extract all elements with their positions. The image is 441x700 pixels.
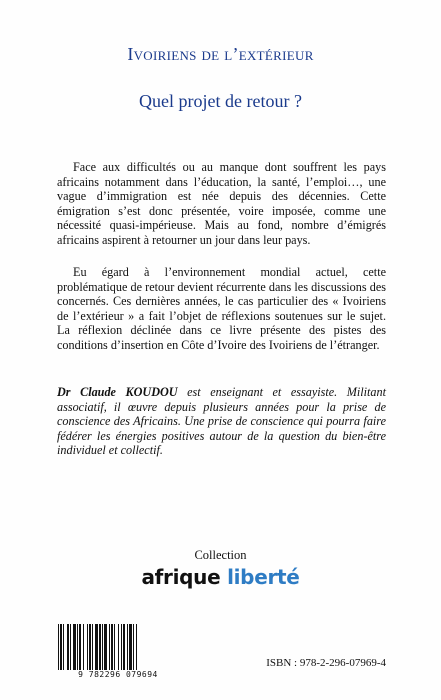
blurb-paragraph-2: Eu égard à l’environnement mondial actuel, cette problématique de retour devient récurrente dans les discussions des concernés. Ces dernières années, le cas particulier des « Ivoiriens de l’extérieur » a fait l’objet de réflexions soutenues sur le sujet. La réflexion déclinée dans ce livre présente des pistes des conditions d’insertion en Côte d’Ivoire des Ivoiriens de l’étranger. <box>57 265 386 352</box>
blurb-paragraph-1: Face aux difficultés ou au manque dont souffrent les pays africains notamment dans l’éducation, la santé, l’emploi…, une vague d’immigration est née depuis des décennies. Cette émigration s’est donc présentée, voire imposée, comme une nécessité quasi-impérieuse. Mais au fond, nombre d’émigrés africains aspirent à retourner un jour dans leur pays. <box>57 160 386 247</box>
collection-label: Collection <box>194 548 247 562</box>
collection-logo <box>0 565 441 589</box>
author-name: Dr Claude KOUDOU <box>57 385 178 399</box>
author-bio-text: est enseignant et essayiste. Militant associatif, il œuvre depuis plusieurs années pour la prise de conscience des Africains. Une prise de conscience qui pourra faire fédérer les énergies positives autour de la question du bien-être individuel et collectif. <box>57 385 387 458</box>
collection-logo-part2: liberté <box>227 565 300 589</box>
book-title-text: Ivoiriens de l’extérieur <box>127 44 314 64</box>
book-title <box>0 44 441 65</box>
book-subtitle: Quel projet de retour ? <box>139 91 302 111</box>
barcode-digits: 9 782296 079694 <box>78 670 158 679</box>
barcode <box>57 624 179 670</box>
author-bio <box>57 385 386 458</box>
collection-logo-part1: afrique <box>141 565 228 589</box>
isbn: ISBN : 978-2-296-07969-4 <box>266 657 386 669</box>
